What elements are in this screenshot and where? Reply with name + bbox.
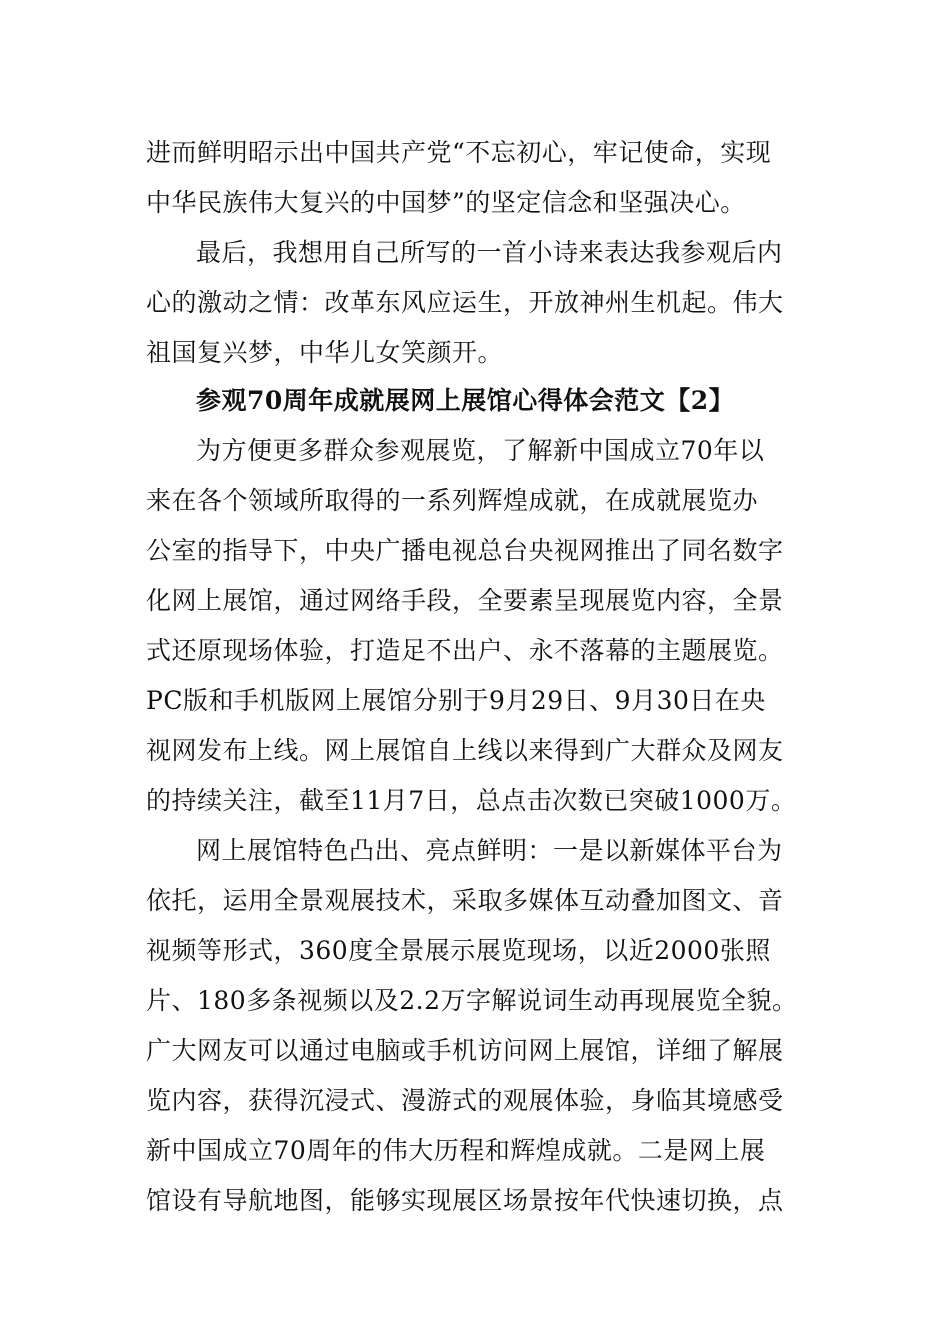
text-line: 视网发布上线。网上展馆自上线以来得到广大群众及网友 [146, 736, 784, 765]
text-line: 式还原现场体验，打造足不出户、永不落幕的主题展览。 [146, 636, 784, 665]
text-line: 馆设有导航地图，能够实现展区场景按年代快速切换，点 [146, 1186, 784, 1215]
text-line: 广大网友可以通过电脑或手机访问网上展馆，详细了解展 [146, 1036, 784, 1065]
text-line: 依托，运用全景观展技术，采取多媒体互动叠加图文、音 [146, 886, 784, 915]
text-line: 公室的指导下，中央广播电视总台央视网推出了同名数字 [146, 536, 784, 565]
paragraph-start-line: 为方便更多群众参观展览，了解新中国成立70年以 [196, 436, 765, 465]
text-line: 视频等形式，360度全景展示展览现场，以近2000张照 [146, 936, 771, 965]
text-line: PC版和手机版网上展馆分别于9月29日、9月30日在央 [146, 686, 766, 715]
text-line: 化网上展馆，通过网络手段，全要素呈现展览内容，全景 [146, 586, 784, 615]
text-line: 祖国复兴梦，中华儿女笑颜开。 [146, 338, 504, 367]
text-line: 新中国成立70周年的伟大历程和辉煌成就。二是网上展 [146, 1136, 766, 1165]
paragraph-start-line: 最后，我想用自己所写的一首小诗来表达我参观后内 [196, 238, 783, 267]
section-heading: 参观70周年成就展网上展馆心得体会范文【2】 [196, 386, 735, 415]
text-line: 心的激动之情：改革东风应运生，开放神州生机起。伟大 [146, 288, 784, 317]
text-line: 片、180多条视频以及2.2万字解说词生动再现展览全貌。 [146, 986, 798, 1015]
text-line: 览内容，获得沉浸式、漫游式的观展体验，身临其境感受 [146, 1086, 784, 1115]
text-line: 进而鲜明昭示出中国共产党“不忘初心，牢记使命，实现 [146, 138, 772, 167]
text-line: 的持续关注，截至11月7日，总点击次数已突破1000万。 [146, 786, 797, 815]
text-line: 来在各个领域所取得的一系列辉煌成就，在成就展览办 [146, 486, 759, 515]
paragraph-start-line: 网上展馆特色凸出、亮点鲜明：一是以新媒体平台为 [196, 836, 783, 865]
text-line: 中华民族伟大复兴的中国梦”的坚定信念和坚强决心。 [146, 188, 746, 217]
